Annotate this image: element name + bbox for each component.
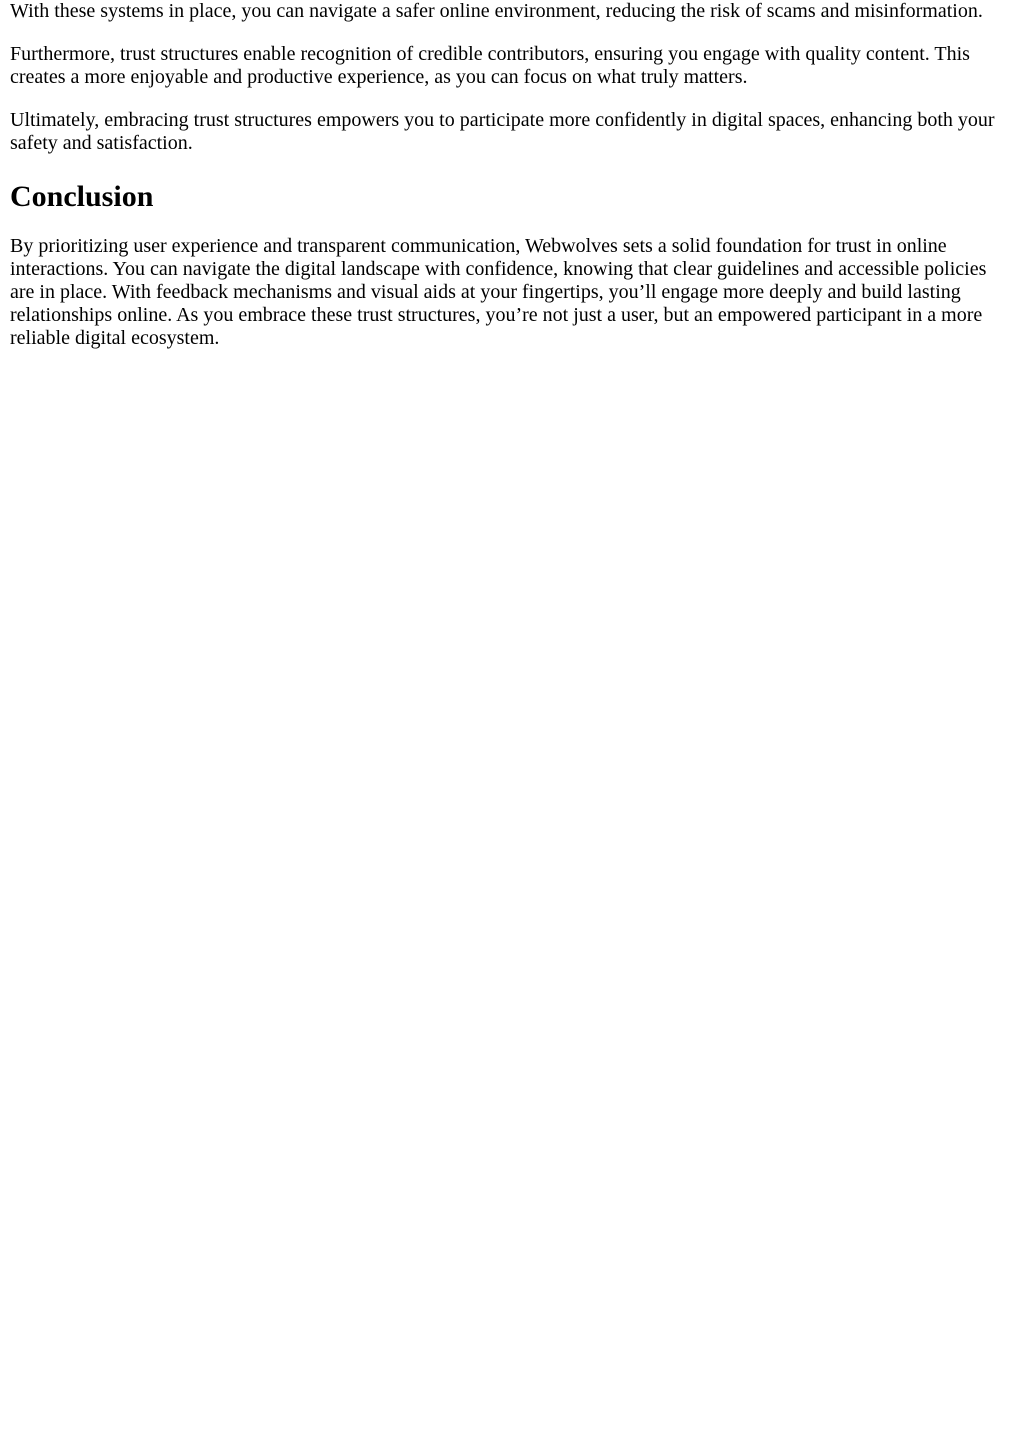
paragraph-credible-contributors: Furthermore, trust structures enable recognition of credible contributors, ensuring you engage with quality content. This creates a more enjoyable and productive experience, as you can focus on what truly matters. <box>10 43 970 88</box>
article-body <box>0 0 1024 350</box>
conclusion-paragraph: By prioritizing user experience and transparent communication, Webwolves sets a solid foundation for trust in online interactions. You can navigate the digital landscape with confidence, knowing that clear guidelines and accessible policies are in place. With feedback mechanisms and visual aids at your fingertips, you’ll engage more deeply and build lasting relationships online. As you embrace these trust structures, you’re not just a user, but an empowered participant in a more reliable digital ecosystem. <box>10 235 987 349</box>
paragraph-empowerment: Ultimately, embracing trust structures empowers you to participate more confidently in digital spaces, enhancing both your safety and satisfaction. <box>10 109 995 154</box>
paragraph-safer-environment: With these systems in place, you can navigate a safer online environment, reducing the risk of scams and misinformation. <box>10 0 983 22</box>
conclusion-heading: Conclusion <box>10 180 154 213</box>
